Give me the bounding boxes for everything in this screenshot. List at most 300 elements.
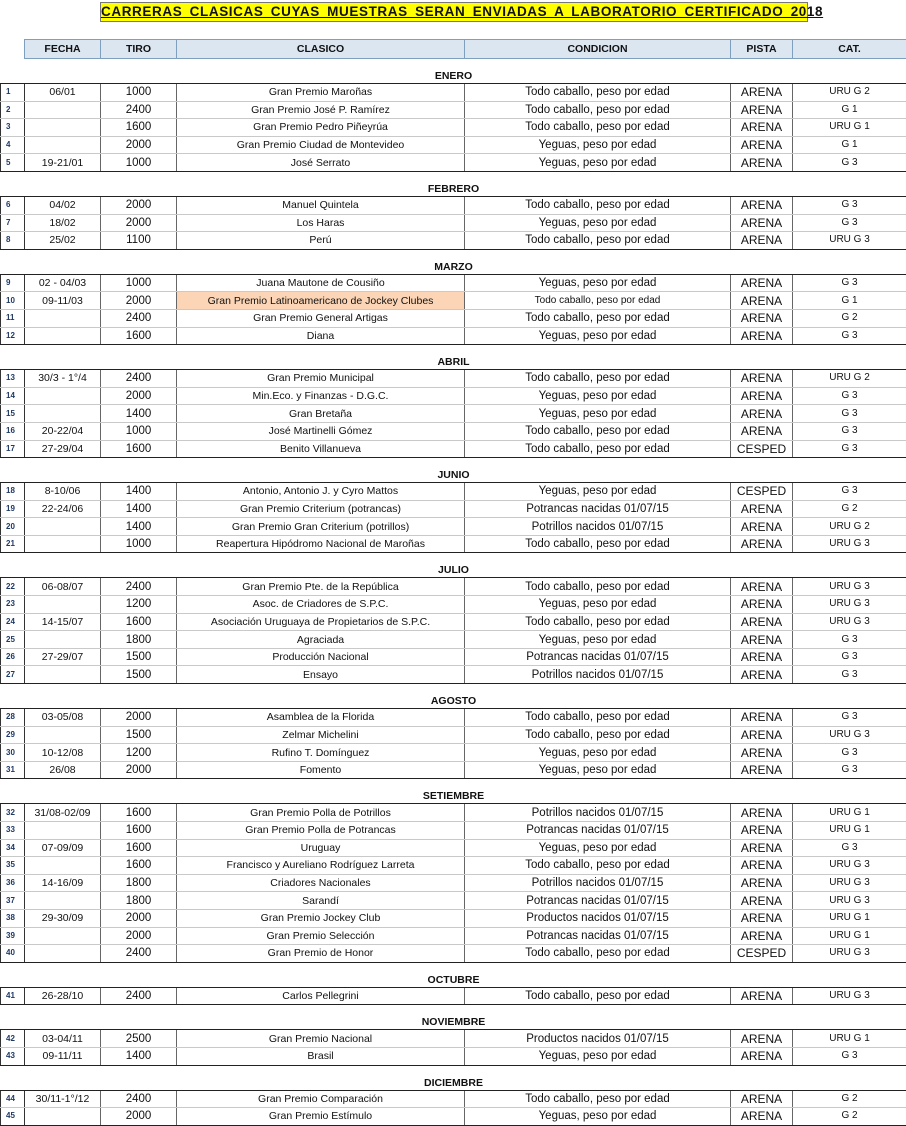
row-number: 25 — [1, 631, 25, 649]
condicion-cell: Todo caballo, peso por edad — [465, 945, 731, 963]
clasico-cell: Gran Premio Polla de Potrancas — [177, 822, 465, 840]
clasico-cell: Gran Premio Nacional — [177, 1030, 465, 1048]
tiro-cell: 2400 — [101, 101, 177, 119]
fecha-cell: 30/11-1°/12 — [25, 1090, 101, 1108]
fecha-cell — [25, 822, 101, 840]
tiro-cell: 1000 — [101, 154, 177, 172]
condicion-cell: Todo caballo, peso por edad — [465, 196, 731, 214]
pista-cell: ARENA — [731, 232, 793, 250]
race-row — [1, 483, 906, 501]
month-label: NOVIEMBRE — [1, 1005, 906, 1030]
pista-cell: ARENA — [731, 578, 793, 596]
row-number: 20 — [1, 518, 25, 536]
race-row — [1, 874, 906, 892]
row-number: 32 — [1, 804, 25, 822]
clasico-cell: Asamblea de la Florida — [177, 709, 465, 727]
fecha-cell: 10-12/08 — [25, 744, 101, 762]
condicion-cell: Yeguas, peso por edad — [465, 405, 731, 423]
row-number: 43 — [1, 1047, 25, 1065]
race-row — [1, 596, 906, 614]
condicion-cell: Potrancas nacidas 01/07/15 — [465, 648, 731, 666]
cat-cell: G 3 — [793, 666, 906, 684]
row-number: 13 — [1, 370, 25, 388]
fecha-cell: 30/3 - 1°/4 — [25, 370, 101, 388]
clasico-cell: Gran Premio José P. Ramírez — [177, 101, 465, 119]
race-row — [1, 500, 906, 518]
tiro-cell: 1500 — [101, 666, 177, 684]
clasico-cell: Benito Villanueva — [177, 440, 465, 458]
race-row — [1, 857, 906, 875]
condicion-cell: Todo caballo, peso por edad — [465, 84, 731, 102]
pista-cell: CESPED — [731, 483, 793, 501]
cat-cell: G 1 — [793, 292, 906, 310]
clasico-cell: Gran Premio Municipal — [177, 370, 465, 388]
header-clasico: CLASICO — [177, 40, 465, 59]
fecha-cell: 29-30/09 — [25, 909, 101, 927]
pista-cell: ARENA — [731, 927, 793, 945]
cat-cell: G 3 — [793, 274, 906, 292]
tiro-cell: 1600 — [101, 839, 177, 857]
race-row — [1, 119, 906, 137]
fecha-cell — [25, 892, 101, 910]
row-number: 41 — [1, 987, 25, 1005]
row-number: 1 — [1, 84, 25, 102]
row-number: 22 — [1, 578, 25, 596]
fecha-cell — [25, 119, 101, 137]
condicion-cell: Yeguas, peso por edad — [465, 327, 731, 345]
tiro-cell: 1600 — [101, 327, 177, 345]
clasico-cell: Brasil — [177, 1047, 465, 1065]
race-row — [1, 101, 906, 119]
clasico-cell: Sarandí — [177, 892, 465, 910]
cat-cell: URU G 3 — [793, 726, 906, 744]
row-number: 7 — [1, 214, 25, 232]
row-number: 33 — [1, 822, 25, 840]
clasico-cell: José Martinelli Gómez — [177, 422, 465, 440]
tiro-cell: 2400 — [101, 309, 177, 327]
condicion-cell: Yeguas, peso por edad — [465, 1047, 731, 1065]
cat-cell: G 3 — [793, 327, 906, 345]
fecha-cell — [25, 927, 101, 945]
pista-cell: ARENA — [731, 1090, 793, 1108]
clasico-cell: Gran Premio de Honor — [177, 945, 465, 963]
race-row — [1, 892, 906, 910]
race-row — [1, 744, 906, 762]
pista-cell: ARENA — [731, 839, 793, 857]
clasico-cell: Fomento — [177, 761, 465, 779]
condicion-cell: Yeguas, peso por edad — [465, 761, 731, 779]
cat-cell: G 3 — [793, 405, 906, 423]
month-row — [1, 962, 906, 987]
condicion-cell: Todo caballo, peso por edad — [465, 440, 731, 458]
pista-cell: ARENA — [731, 892, 793, 910]
race-row — [1, 214, 906, 232]
pista-cell: ARENA — [731, 292, 793, 310]
header-cat: CAT. — [793, 40, 906, 59]
month-row — [1, 171, 906, 196]
condicion-cell: Yeguas, peso por edad — [465, 274, 731, 292]
pista-cell: ARENA — [731, 857, 793, 875]
condicion-cell: Potrancas nacidas 01/07/15 — [465, 500, 731, 518]
pista-cell: ARENA — [731, 214, 793, 232]
month-label: OCTUBRE — [1, 962, 906, 987]
cat-cell: G 3 — [793, 214, 906, 232]
pista-cell: ARENA — [731, 631, 793, 649]
race-row — [1, 232, 906, 250]
row-number: 24 — [1, 613, 25, 631]
tiro-cell: 1500 — [101, 648, 177, 666]
fecha-cell: 06/01 — [25, 84, 101, 102]
race-row — [1, 666, 906, 684]
tiro-cell: 1000 — [101, 84, 177, 102]
month-row — [1, 684, 906, 709]
race-row — [1, 440, 906, 458]
condicion-cell: Productos nacidos 01/07/15 — [465, 909, 731, 927]
condicion-cell: Todo caballo, peso por edad — [465, 613, 731, 631]
clasico-cell: Agraciada — [177, 631, 465, 649]
race-row — [1, 927, 906, 945]
pista-cell: ARENA — [731, 309, 793, 327]
condicion-cell: Todo caballo, peso por edad — [465, 422, 731, 440]
pista-cell: ARENA — [731, 1047, 793, 1065]
tiro-cell: 1600 — [101, 613, 177, 631]
tiro-cell: 1400 — [101, 500, 177, 518]
pista-cell: ARENA — [731, 535, 793, 553]
cat-cell: G 3 — [793, 839, 906, 857]
tiro-cell: 1600 — [101, 440, 177, 458]
fecha-cell — [25, 327, 101, 345]
pista-cell: ARENA — [731, 101, 793, 119]
tiro-cell: 1800 — [101, 631, 177, 649]
pista-cell: ARENA — [731, 119, 793, 137]
row-number: 10 — [1, 292, 25, 310]
row-number: 23 — [1, 596, 25, 614]
clasico-cell: Gran Premio Latinoamericano de Jockey Clubes — [177, 292, 465, 310]
condicion-cell: Todo caballo, peso por edad — [465, 578, 731, 596]
clasico-cell: Francisco y Aureliano Rodríguez Larreta — [177, 857, 465, 875]
races-table — [0, 39, 906, 1126]
month-label: ABRIL — [1, 345, 906, 370]
tiro-cell: 2000 — [101, 136, 177, 154]
clasico-cell: Gran Premio Maroñas — [177, 84, 465, 102]
tiro-cell: 1600 — [101, 857, 177, 875]
tiro-cell: 2000 — [101, 709, 177, 727]
pista-cell: ARENA — [731, 709, 793, 727]
tiro-cell: 2000 — [101, 1108, 177, 1126]
fecha-cell: 03-04/11 — [25, 1030, 101, 1048]
race-row — [1, 822, 906, 840]
condicion-cell: Potrancas nacidas 01/07/15 — [465, 892, 731, 910]
race-row — [1, 761, 906, 779]
cat-cell: G 2 — [793, 1090, 906, 1108]
month-label: DICIEMBRE — [1, 1065, 906, 1090]
race-row — [1, 726, 906, 744]
cat-cell: G 1 — [793, 101, 906, 119]
fecha-cell: 26-28/10 — [25, 987, 101, 1005]
condicion-cell: Todo caballo, peso por edad — [465, 857, 731, 875]
month-label: AGOSTO — [1, 684, 906, 709]
condicion-cell: Potrillos nacidos 01/07/15 — [465, 518, 731, 536]
row-number: 42 — [1, 1030, 25, 1048]
row-number: 26 — [1, 648, 25, 666]
tiro-cell: 2400 — [101, 370, 177, 388]
fecha-cell — [25, 945, 101, 963]
header-row — [1, 40, 906, 59]
tiro-cell: 2000 — [101, 387, 177, 405]
tiro-cell: 1200 — [101, 744, 177, 762]
fecha-cell: 8-10/06 — [25, 483, 101, 501]
tiro-cell: 1400 — [101, 518, 177, 536]
tiro-cell: 1600 — [101, 119, 177, 137]
tiro-cell: 2400 — [101, 945, 177, 963]
condicion-cell: Potrillos nacidos 01/07/15 — [465, 666, 731, 684]
cat-cell: URU G 1 — [793, 909, 906, 927]
condicion-cell: Yeguas, peso por edad — [465, 387, 731, 405]
clasico-cell: Criadores Nacionales — [177, 874, 465, 892]
pista-cell: ARENA — [731, 1108, 793, 1126]
clasico-cell: Uruguay — [177, 839, 465, 857]
pista-cell: ARENA — [731, 422, 793, 440]
cat-cell: URU G 1 — [793, 927, 906, 945]
fecha-cell: 27-29/04 — [25, 440, 101, 458]
fecha-cell: 14-15/07 — [25, 613, 101, 631]
pista-cell: ARENA — [731, 744, 793, 762]
condicion-cell: Potrillos nacidos 01/07/15 — [465, 874, 731, 892]
row-number: 18 — [1, 483, 25, 501]
pista-cell: ARENA — [731, 387, 793, 405]
header-condicion: CONDICION — [465, 40, 731, 59]
pista-cell: ARENA — [731, 370, 793, 388]
row-number: 27 — [1, 666, 25, 684]
condicion-cell: Todo caballo, peso por edad — [465, 101, 731, 119]
tiro-cell: 1400 — [101, 405, 177, 423]
race-row — [1, 535, 906, 553]
cat-cell: G 3 — [793, 648, 906, 666]
header-fecha: FECHA — [25, 40, 101, 59]
pista-cell: ARENA — [731, 1030, 793, 1048]
row-number: 5 — [1, 154, 25, 172]
tiro-cell: 2000 — [101, 196, 177, 214]
condicion-cell: Todo caballo, peso por edad — [465, 370, 731, 388]
fecha-cell: 14-16/09 — [25, 874, 101, 892]
clasico-cell: José Serrato — [177, 154, 465, 172]
row-number: 8 — [1, 232, 25, 250]
row-number: 9 — [1, 274, 25, 292]
tiro-cell: 1800 — [101, 892, 177, 910]
tiro-cell: 1200 — [101, 596, 177, 614]
race-row — [1, 518, 906, 536]
header-pista: PISTA — [731, 40, 793, 59]
fecha-cell: 02 - 04/03 — [25, 274, 101, 292]
condicion-cell: Productos nacidos 01/07/15 — [465, 1030, 731, 1048]
fecha-cell: 25/02 — [25, 232, 101, 250]
race-row — [1, 804, 906, 822]
race-row — [1, 631, 906, 649]
row-number: 29 — [1, 726, 25, 744]
tiro-cell: 2000 — [101, 214, 177, 232]
header-index — [1, 40, 25, 59]
row-number: 44 — [1, 1090, 25, 1108]
tiro-cell: 1100 — [101, 232, 177, 250]
race-row — [1, 84, 906, 102]
cat-cell: G 3 — [793, 1047, 906, 1065]
race-row — [1, 945, 906, 963]
fecha-cell — [25, 405, 101, 423]
race-row — [1, 839, 906, 857]
race-row — [1, 578, 906, 596]
cat-cell: URU G 1 — [793, 822, 906, 840]
pista-cell: ARENA — [731, 761, 793, 779]
clasico-cell: Antonio, Antonio J. y Cyro Mattos — [177, 483, 465, 501]
pista-cell: ARENA — [731, 274, 793, 292]
fecha-cell — [25, 726, 101, 744]
month-label: FEBRERO — [1, 171, 906, 196]
pista-cell: ARENA — [731, 154, 793, 172]
clasico-cell: Juana Mautone de Cousiño — [177, 274, 465, 292]
fecha-cell: 26/08 — [25, 761, 101, 779]
row-number: 17 — [1, 440, 25, 458]
cat-cell: URU G 3 — [793, 578, 906, 596]
pista-cell: ARENA — [731, 84, 793, 102]
race-row — [1, 1090, 906, 1108]
clasico-cell: Manuel Quintela — [177, 196, 465, 214]
tiro-cell: 2400 — [101, 1090, 177, 1108]
clasico-cell: Asociación Uruguaya de Propietarios de S.P.C. — [177, 613, 465, 631]
race-row — [1, 1108, 906, 1126]
row-number: 16 — [1, 422, 25, 440]
clasico-cell: Zelmar Michelini — [177, 726, 465, 744]
cat-cell: G 3 — [793, 631, 906, 649]
fecha-cell — [25, 101, 101, 119]
race-row — [1, 154, 906, 172]
condicion-cell: Yeguas, peso por edad — [465, 1108, 731, 1126]
condicion-cell: Yeguas, peso por edad — [465, 839, 731, 857]
clasico-cell: Perú — [177, 232, 465, 250]
race-row — [1, 292, 906, 310]
condicion-cell: Potrancas nacidas 01/07/15 — [465, 927, 731, 945]
clasico-cell: Los Haras — [177, 214, 465, 232]
row-number: 14 — [1, 387, 25, 405]
cat-cell: URU G 3 — [793, 596, 906, 614]
tiro-cell: 2400 — [101, 987, 177, 1005]
fecha-cell — [25, 666, 101, 684]
row-number: 45 — [1, 1108, 25, 1126]
cat-cell: URU G 3 — [793, 857, 906, 875]
condicion-cell: Yeguas, peso por edad — [465, 214, 731, 232]
race-row — [1, 909, 906, 927]
cat-cell: G 3 — [793, 709, 906, 727]
condicion-cell: Todo caballo, peso por edad — [465, 709, 731, 727]
clasico-cell: Producción Nacional — [177, 648, 465, 666]
row-number: 19 — [1, 500, 25, 518]
fecha-cell: 09-11/11 — [25, 1047, 101, 1065]
tiro-cell: 1400 — [101, 1047, 177, 1065]
tiro-cell: 1800 — [101, 874, 177, 892]
pista-cell: ARENA — [731, 518, 793, 536]
condicion-cell: Todo caballo, peso por edad — [465, 232, 731, 250]
row-number: 11 — [1, 309, 25, 327]
condicion-cell: Todo caballo, peso por edad — [465, 535, 731, 553]
cat-cell: URU G 1 — [793, 119, 906, 137]
clasico-cell: Min.Eco. y Finanzas - D.G.C. — [177, 387, 465, 405]
clasico-cell: Gran Premio Pedro Piñeyrúa — [177, 119, 465, 137]
month-row — [1, 1005, 906, 1030]
cat-cell: URU G 3 — [793, 892, 906, 910]
fecha-cell: 07-09/09 — [25, 839, 101, 857]
month-row — [1, 59, 906, 84]
fecha-cell — [25, 631, 101, 649]
pista-cell: ARENA — [731, 136, 793, 154]
tiro-cell: 1400 — [101, 483, 177, 501]
fecha-cell: 22-24/06 — [25, 500, 101, 518]
cat-cell: URU G 3 — [793, 987, 906, 1005]
pista-cell: ARENA — [731, 613, 793, 631]
condicion-cell: Yeguas, peso por edad — [465, 154, 731, 172]
sheet-title: CARRERAS CLASICAS CUYAS MUESTRAS SERAN ENVIADAS A LABORATORIO CERTIFICADO 2018 — [100, 2, 808, 22]
condicion-cell: Yeguas, peso por edad — [465, 744, 731, 762]
cat-cell: URU G 1 — [793, 1030, 906, 1048]
clasico-cell: Gran Premio Selección — [177, 927, 465, 945]
clasico-cell: Asoc. de Criadores de S.P.C. — [177, 596, 465, 614]
cat-cell: G 2 — [793, 1108, 906, 1126]
cat-cell: G 3 — [793, 744, 906, 762]
fecha-cell — [25, 857, 101, 875]
pista-cell: ARENA — [731, 648, 793, 666]
race-row — [1, 422, 906, 440]
row-number: 39 — [1, 927, 25, 945]
fecha-cell: 03-05/08 — [25, 709, 101, 727]
condicion-cell: Yeguas, peso por edad — [465, 483, 731, 501]
race-row — [1, 405, 906, 423]
clasico-cell: Ensayo — [177, 666, 465, 684]
race-row — [1, 709, 906, 727]
clasico-cell: Gran Premio Ciudad de Montevideo — [177, 136, 465, 154]
pista-cell: ARENA — [731, 822, 793, 840]
tiro-cell: 1000 — [101, 422, 177, 440]
month-label: SETIEMBRE — [1, 779, 906, 804]
cat-cell: G 3 — [793, 483, 906, 501]
tiro-cell: 1500 — [101, 726, 177, 744]
fecha-cell — [25, 535, 101, 553]
fecha-cell: 31/08-02/09 — [25, 804, 101, 822]
cat-cell: G 3 — [793, 154, 906, 172]
pista-cell: ARENA — [731, 726, 793, 744]
tiro-cell: 2000 — [101, 927, 177, 945]
fecha-cell — [25, 518, 101, 536]
cat-cell: G 2 — [793, 500, 906, 518]
tiro-cell: 2000 — [101, 292, 177, 310]
fecha-cell — [25, 309, 101, 327]
month-label: JULIO — [1, 553, 906, 578]
fecha-cell — [25, 136, 101, 154]
clasico-cell: Gran Premio Jockey Club — [177, 909, 465, 927]
clasico-cell: Gran Premio General Artigas — [177, 309, 465, 327]
race-row — [1, 309, 906, 327]
pista-cell: ARENA — [731, 987, 793, 1005]
condicion-cell: Todo caballo, peso por edad — [465, 987, 731, 1005]
pista-cell: ARENA — [731, 327, 793, 345]
cat-cell: URU G 2 — [793, 518, 906, 536]
row-number: 36 — [1, 874, 25, 892]
row-number: 40 — [1, 945, 25, 963]
row-number: 2 — [1, 101, 25, 119]
fecha-cell: 09-11/03 — [25, 292, 101, 310]
clasico-cell: Rufino T. Domínguez — [177, 744, 465, 762]
tiro-cell: 1600 — [101, 822, 177, 840]
row-number: 37 — [1, 892, 25, 910]
month-row — [1, 345, 906, 370]
tiro-cell: 1000 — [101, 535, 177, 553]
